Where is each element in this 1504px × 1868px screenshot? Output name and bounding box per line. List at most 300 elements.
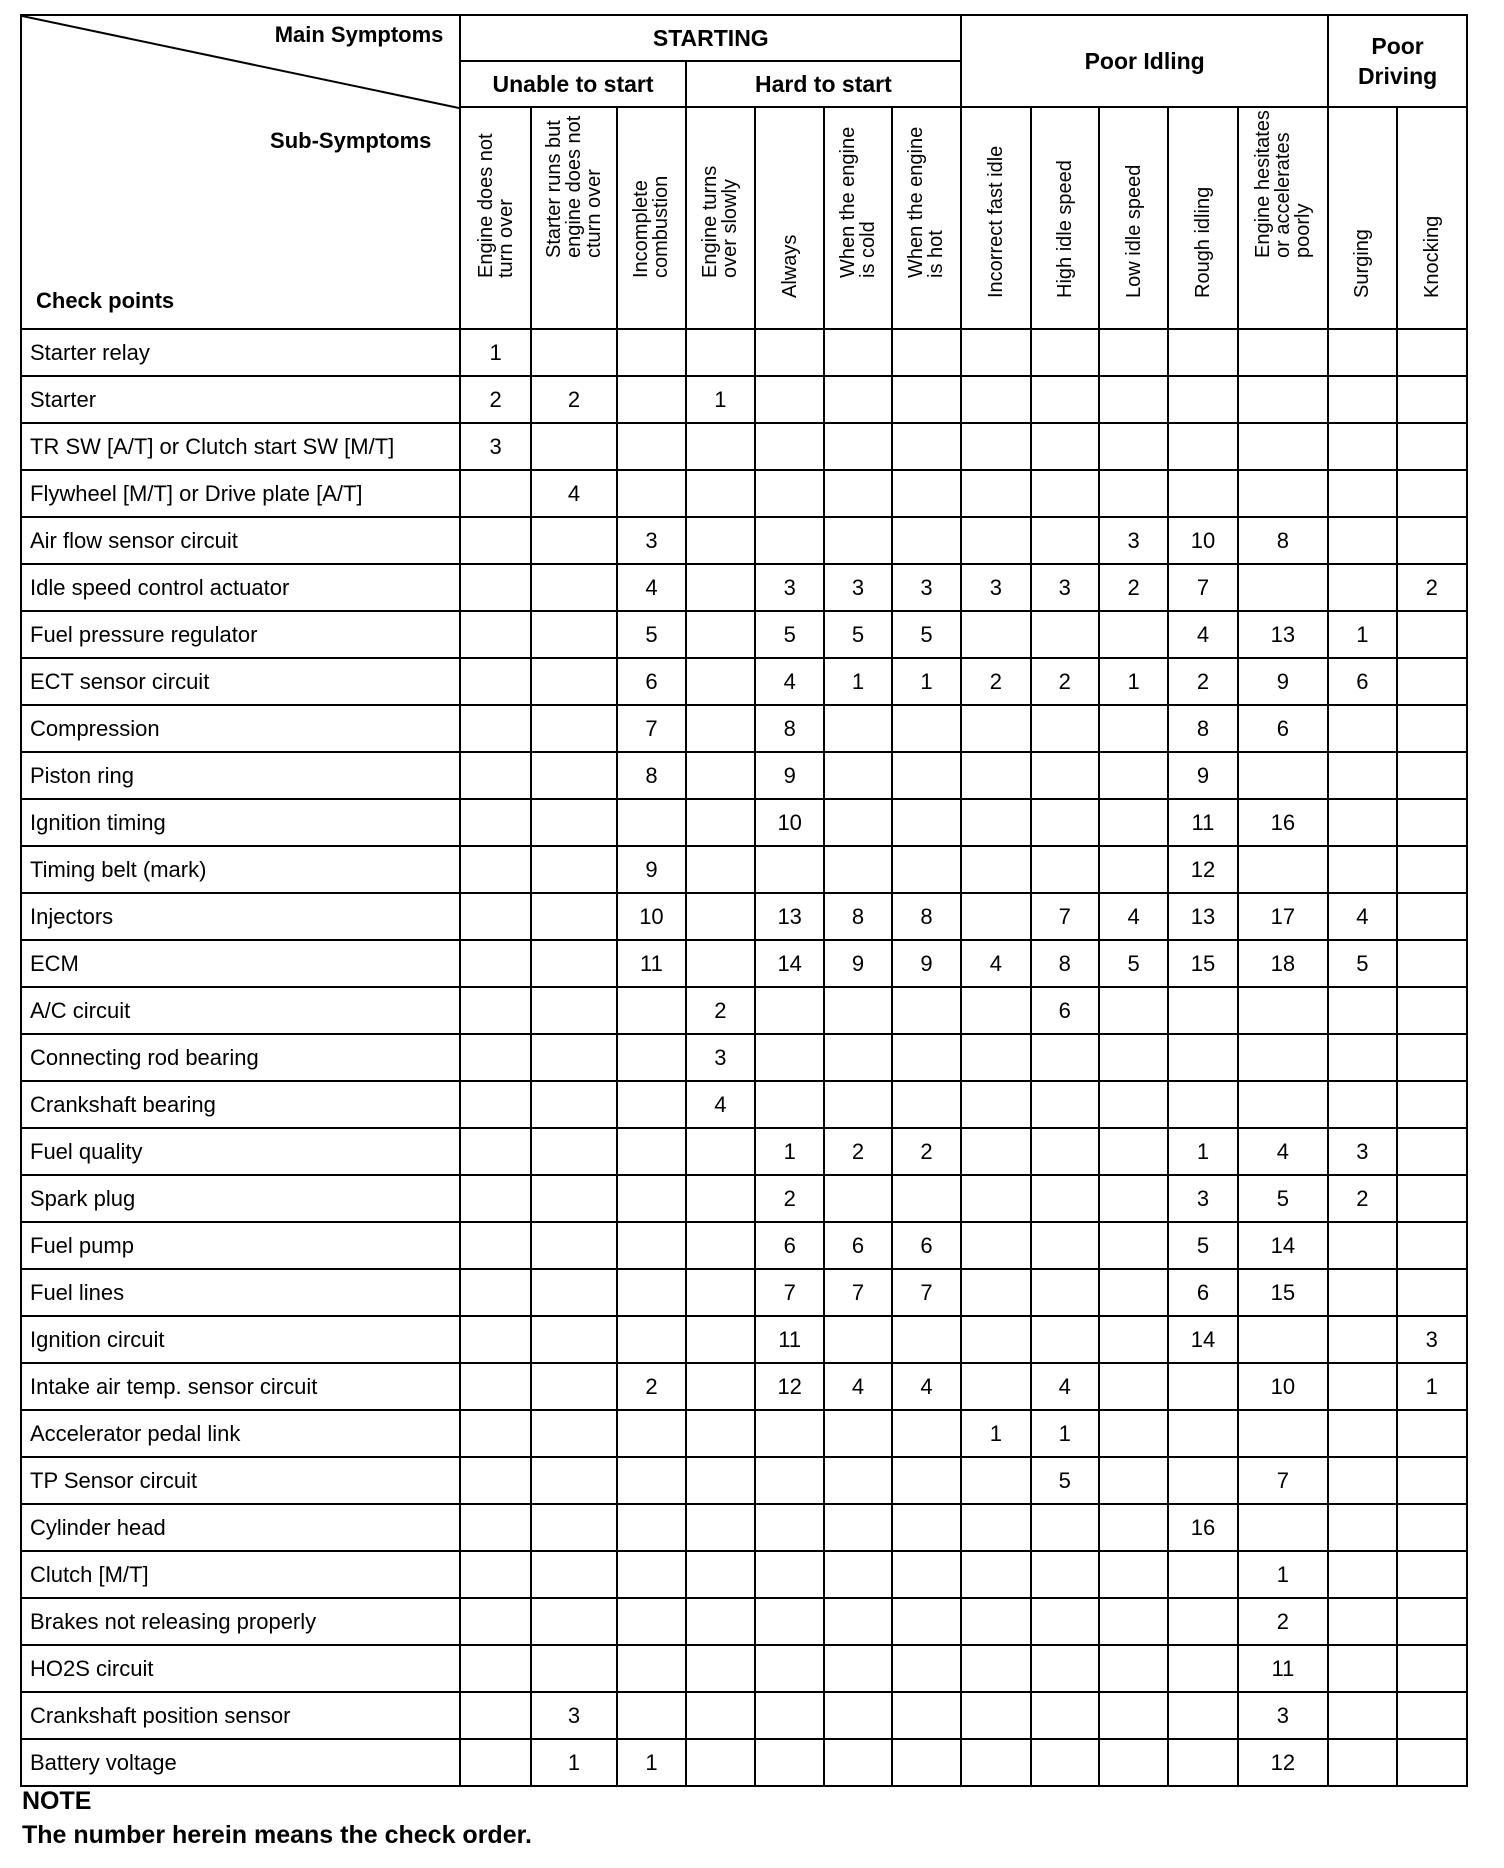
check-order-cell: 7 [1238, 1457, 1328, 1504]
check-order-cell: 4 [1238, 1128, 1328, 1175]
check-order-cell [1328, 752, 1396, 799]
check-order-cell [1168, 1645, 1237, 1692]
table-row [21, 1034, 1467, 1081]
check-point-label: Fuel lines [21, 1269, 460, 1316]
table-row [21, 1175, 1467, 1222]
check-order-cell [531, 329, 617, 376]
check-order-cell [686, 1269, 755, 1316]
check-order-cell [1238, 987, 1328, 1034]
check-order-cell [1099, 987, 1168, 1034]
check-order-cell: 11 [755, 1316, 824, 1363]
check-order-cell [1328, 376, 1396, 423]
check-order-cell [460, 1222, 530, 1269]
table-row [21, 893, 1467, 940]
check-order-cell [1238, 329, 1328, 376]
table-row [21, 1645, 1467, 1692]
check-order-cell [1328, 1269, 1396, 1316]
column-header-line: Knocking [1420, 215, 1443, 298]
check-order-cell [1031, 799, 1099, 846]
column-header-text [986, 146, 1006, 298]
check-order-cell [531, 1034, 617, 1081]
column-header-line: turn over [494, 199, 517, 278]
check-order-cell [892, 1645, 961, 1692]
check-order-cell [1328, 846, 1396, 893]
check-order-cell [686, 517, 755, 564]
check-order-cell [755, 1081, 824, 1128]
check-order-cell: 4 [1168, 611, 1237, 658]
check-order-cell [531, 987, 617, 1034]
check-order-cell [1099, 846, 1168, 893]
check-order-cell: 3 [1238, 1692, 1328, 1739]
check-order-cell [824, 1034, 891, 1081]
check-order-cell [531, 1269, 617, 1316]
check-order-cell: 6 [892, 1222, 961, 1269]
check-order-cell [686, 1128, 755, 1175]
check-order-cell [531, 940, 617, 987]
check-order-cell [1397, 1081, 1467, 1128]
check-order-cell [531, 846, 617, 893]
check-order-cell [1099, 705, 1168, 752]
check-order-cell: 2 [1328, 1175, 1396, 1222]
check-order-cell [1099, 1410, 1168, 1457]
check-order-cell [1397, 1645, 1467, 1692]
check-order-cell [892, 1739, 961, 1786]
check-order-cell [1238, 1410, 1328, 1457]
table-row [21, 329, 1467, 376]
check-order-cell: 1 [1328, 611, 1396, 658]
check-order-cell [617, 1175, 685, 1222]
column-header-text [1422, 216, 1442, 298]
check-order-cell [617, 470, 685, 517]
check-point-label: Flywheel [M/T] or Drive plate [A/T] [21, 470, 460, 517]
check-order-cell [1397, 1269, 1467, 1316]
check-order-cell: 16 [1238, 799, 1328, 846]
table-row [21, 1739, 1467, 1786]
check-order-cell [460, 564, 530, 611]
check-point-label: A/C circuit [21, 987, 460, 1034]
main-symptoms-label: Main Symptoms [274, 22, 444, 47]
check-order-cell [755, 1598, 824, 1645]
check-order-cell [460, 517, 530, 564]
check-order-cell [460, 893, 530, 940]
check-order-cell: 8 [824, 893, 891, 940]
check-order-cell [1031, 517, 1099, 564]
check-order-cell [1031, 1269, 1099, 1316]
column-header-line: Always [778, 234, 801, 298]
check-order-cell [755, 1504, 824, 1551]
check-order-cell [531, 1504, 617, 1551]
check-order-cell [1168, 1598, 1237, 1645]
check-order-cell: 1 [531, 1739, 617, 1786]
check-order-cell: 6 [1238, 705, 1328, 752]
check-order-cell [1328, 1081, 1396, 1128]
check-order-cell: 3 [460, 423, 530, 470]
table-row [21, 470, 1467, 517]
check-order-cell: 8 [1168, 705, 1237, 752]
check-order-cell [531, 799, 617, 846]
check-order-cell: 2 [1168, 658, 1237, 705]
check-order-cell: 1 [892, 658, 961, 705]
check-order-cell [1168, 470, 1237, 517]
check-order-cell [961, 1175, 1030, 1222]
column-header [1099, 107, 1168, 329]
check-order-cell: 2 [961, 658, 1030, 705]
column-header-line: Rough idling [1191, 186, 1214, 298]
check-order-cell [1031, 1739, 1099, 1786]
check-order-cell [1397, 1598, 1467, 1645]
column-header-line: Low idle speed [1122, 164, 1145, 298]
check-order-cell [824, 987, 891, 1034]
table-row [21, 1363, 1467, 1410]
check-order-cell [1099, 1739, 1168, 1786]
check-order-cell [1397, 940, 1467, 987]
check-order-cell: 3 [1328, 1128, 1396, 1175]
check-order-cell [755, 329, 824, 376]
check-order-cell [824, 1081, 891, 1128]
check-order-cell: 4 [686, 1081, 755, 1128]
check-order-cell [1328, 564, 1396, 611]
check-order-cell [1328, 329, 1396, 376]
check-order-cell [460, 470, 530, 517]
check-order-cell [1328, 470, 1396, 517]
check-order-cell [686, 1739, 755, 1786]
check-order-cell [1328, 423, 1396, 470]
check-order-cell [755, 1457, 824, 1504]
check-order-cell [460, 1645, 530, 1692]
check-order-cell [1238, 564, 1328, 611]
check-point-label: TR SW [A/T] or Clutch start SW [M/T] [21, 423, 460, 470]
check-order-cell [1397, 846, 1467, 893]
column-header [1397, 107, 1467, 329]
check-order-cell [824, 1692, 891, 1739]
check-order-cell: 4 [824, 1363, 891, 1410]
check-order-cell [617, 1692, 685, 1739]
check-order-cell [617, 987, 685, 1034]
check-order-cell: 5 [755, 611, 824, 658]
check-order-cell [961, 1645, 1030, 1692]
check-order-cell: 5 [617, 611, 685, 658]
check-order-cell [824, 423, 891, 470]
check-order-cell [617, 376, 685, 423]
check-point-label: Ignition timing [21, 799, 460, 846]
check-order-cell [686, 893, 755, 940]
check-points-label: Check points [36, 288, 175, 313]
check-point-label: Air flow sensor circuit [21, 517, 460, 564]
check-order-cell: 8 [1238, 517, 1328, 564]
check-order-cell: 16 [1168, 1504, 1237, 1551]
check-order-cell [1328, 1457, 1396, 1504]
check-order-cell: 7 [824, 1269, 891, 1316]
check-order-cell: 1 [1031, 1410, 1099, 1457]
column-header-line: When the engine [905, 126, 928, 278]
check-point-label: Starter relay [21, 329, 460, 376]
check-order-cell [1099, 1598, 1168, 1645]
check-order-cell [617, 1457, 685, 1504]
check-order-cell [1397, 893, 1467, 940]
check-point-label: Cylinder head [21, 1504, 460, 1551]
check-order-cell [1031, 705, 1099, 752]
column-header-text [700, 166, 740, 278]
check-order-cell: 1 [686, 376, 755, 423]
check-order-cell [1031, 1316, 1099, 1363]
check-order-cell [1238, 1316, 1328, 1363]
check-order-cell [755, 1645, 824, 1692]
column-header-text [838, 127, 878, 278]
table-row [21, 1269, 1467, 1316]
table-body [21, 329, 1467, 1786]
check-order-cell: 11 [1168, 799, 1237, 846]
check-order-cell [755, 1034, 824, 1081]
column-header [531, 107, 617, 329]
check-order-cell [686, 799, 755, 846]
check-order-cell [1328, 1598, 1396, 1645]
check-order-cell [1031, 611, 1099, 658]
column-header-text [906, 127, 946, 278]
check-order-cell [460, 1457, 530, 1504]
check-order-cell [460, 705, 530, 752]
note-text: The number herein means the check order. [22, 1821, 532, 1849]
check-order-cell [531, 1457, 617, 1504]
column-header [824, 107, 891, 329]
check-point-label: Fuel pump [21, 1222, 460, 1269]
check-order-cell [617, 1034, 685, 1081]
table-row [21, 799, 1467, 846]
check-order-cell [1328, 1551, 1396, 1598]
column-header [1031, 107, 1099, 329]
column-header-line: Starter runs but [543, 120, 566, 258]
check-order-cell [460, 846, 530, 893]
check-point-label: Brakes not releasing properly [21, 1598, 460, 1645]
check-order-cell [1031, 752, 1099, 799]
check-order-cell [1099, 799, 1168, 846]
check-order-cell [531, 1081, 617, 1128]
check-order-cell [460, 1363, 530, 1410]
check-order-cell: 2 [531, 376, 617, 423]
check-order-cell [1031, 376, 1099, 423]
column-header-text [544, 116, 604, 258]
check-order-cell [686, 564, 755, 611]
check-order-cell [1099, 1081, 1168, 1128]
check-order-cell [1397, 1692, 1467, 1739]
check-order-cell [531, 611, 617, 658]
column-header [686, 107, 755, 329]
table-row [21, 940, 1467, 987]
check-order-cell: 8 [892, 893, 961, 940]
check-point-label: Compression [21, 705, 460, 752]
check-order-cell [1168, 1034, 1237, 1081]
poor-driving-label: Poor Driving [1357, 33, 1438, 89]
check-order-cell: 9 [1168, 752, 1237, 799]
check-order-cell [1328, 1410, 1396, 1457]
group-starting: STARTING [460, 15, 961, 61]
column-header [617, 107, 685, 329]
check-order-cell: 4 [892, 1363, 961, 1410]
check-order-cell [892, 1457, 961, 1504]
check-order-cell [1397, 470, 1467, 517]
check-point-label: Timing belt (mark) [21, 846, 460, 893]
check-order-cell: 3 [1031, 564, 1099, 611]
check-order-cell [1397, 752, 1467, 799]
check-order-cell [961, 376, 1030, 423]
table-row [21, 1457, 1467, 1504]
check-order-cell [686, 611, 755, 658]
check-order-cell: 2 [892, 1128, 961, 1175]
check-order-cell [824, 705, 891, 752]
check-order-cell: 1 [824, 658, 891, 705]
check-order-cell: 6 [1168, 1269, 1237, 1316]
check-order-cell [686, 1645, 755, 1692]
check-order-cell: 15 [1168, 940, 1237, 987]
check-order-cell [892, 705, 961, 752]
check-order-cell: 10 [617, 893, 685, 940]
check-order-cell: 3 [1397, 1316, 1467, 1363]
check-order-cell [531, 705, 617, 752]
check-order-cell [1099, 423, 1168, 470]
check-order-cell [961, 329, 1030, 376]
table-row [21, 1316, 1467, 1363]
check-order-cell [617, 1551, 685, 1598]
check-order-cell [892, 1410, 961, 1457]
table-row [21, 517, 1467, 564]
column-header-text [1253, 110, 1313, 258]
check-order-cell [460, 1739, 530, 1786]
check-order-cell [824, 846, 891, 893]
check-order-cell [961, 1692, 1030, 1739]
check-order-cell [531, 1316, 617, 1363]
check-order-cell [686, 1316, 755, 1363]
check-order-cell [460, 658, 530, 705]
check-order-cell [1099, 1222, 1168, 1269]
check-order-cell: 9 [617, 846, 685, 893]
check-order-cell [755, 987, 824, 1034]
check-order-cell [961, 1034, 1030, 1081]
column-header-line: or accelerates [1271, 132, 1294, 258]
check-order-cell [961, 470, 1030, 517]
check-order-cell [460, 940, 530, 987]
check-order-cell [892, 423, 961, 470]
table-row [21, 1692, 1467, 1739]
table-row [21, 1081, 1467, 1128]
check-order-cell [617, 1504, 685, 1551]
check-order-cell [1238, 470, 1328, 517]
check-order-cell [686, 705, 755, 752]
check-order-cell [1168, 423, 1237, 470]
check-order-cell [1328, 1692, 1396, 1739]
column-header [755, 107, 824, 329]
check-order-cell [1099, 329, 1168, 376]
column-header-line: is hot [925, 230, 948, 278]
check-order-cell: 9 [824, 940, 891, 987]
check-point-label: Idle speed control actuator [21, 564, 460, 611]
check-order-cell: 6 [824, 1222, 891, 1269]
check-order-cell [1099, 376, 1168, 423]
check-order-cell: 9 [755, 752, 824, 799]
check-order-cell [1099, 1128, 1168, 1175]
check-order-cell [1328, 1645, 1396, 1692]
check-order-cell: 4 [531, 470, 617, 517]
check-order-cell [1328, 705, 1396, 752]
check-order-cell [1099, 1363, 1168, 1410]
note-block [22, 1784, 532, 1852]
check-order-cell [961, 517, 1030, 564]
check-order-cell [961, 1739, 1030, 1786]
check-order-cell [1168, 1551, 1237, 1598]
check-order-cell [460, 1410, 530, 1457]
column-header [892, 107, 961, 329]
column-header-text [1124, 165, 1144, 298]
check-order-cell: 7 [755, 1269, 824, 1316]
check-order-cell [617, 1645, 685, 1692]
check-order-cell [892, 1692, 961, 1739]
check-order-cell [617, 799, 685, 846]
check-order-cell [531, 752, 617, 799]
column-header-line: cturn over [583, 169, 606, 258]
check-order-cell [531, 1222, 617, 1269]
table-row [21, 376, 1467, 423]
check-order-cell [1099, 1269, 1168, 1316]
check-order-cell [686, 329, 755, 376]
check-order-cell [686, 1457, 755, 1504]
check-order-cell [755, 1739, 824, 1786]
check-order-cell [1099, 470, 1168, 517]
check-order-cell: 4 [755, 658, 824, 705]
check-order-cell [755, 1692, 824, 1739]
check-order-cell [686, 1363, 755, 1410]
check-order-cell [1397, 705, 1467, 752]
column-header-text [1352, 229, 1372, 298]
check-order-cell [617, 1222, 685, 1269]
check-order-cell [531, 1645, 617, 1692]
check-order-cell: 2 [1397, 564, 1467, 611]
check-order-cell [617, 1410, 685, 1457]
check-order-cell [460, 1034, 530, 1081]
check-point-label: TP Sensor circuit [21, 1457, 460, 1504]
check-order-cell [686, 1175, 755, 1222]
check-order-cell [892, 1551, 961, 1598]
check-order-cell: 6 [1328, 658, 1396, 705]
column-header-line: combustion [650, 175, 673, 278]
check-order-cell [460, 1269, 530, 1316]
check-order-cell: 3 [892, 564, 961, 611]
check-order-cell: 2 [617, 1363, 685, 1410]
check-order-cell: 3 [1099, 517, 1168, 564]
check-order-cell: 2 [460, 376, 530, 423]
check-order-cell [1099, 1175, 1168, 1222]
check-order-cell [1031, 1034, 1099, 1081]
note-title: NOTE [22, 1787, 92, 1815]
check-order-cell: 11 [1238, 1645, 1328, 1692]
check-order-cell [617, 1598, 685, 1645]
check-order-cell [460, 752, 530, 799]
table-row [21, 564, 1467, 611]
check-order-cell [961, 987, 1030, 1034]
check-order-cell [892, 329, 961, 376]
check-order-cell: 10 [1168, 517, 1237, 564]
check-order-cell [686, 423, 755, 470]
check-order-cell [1031, 1222, 1099, 1269]
check-order-cell [961, 893, 1030, 940]
check-order-cell [1099, 1692, 1168, 1739]
check-order-cell [824, 1645, 891, 1692]
column-header-line: engine does not [563, 115, 586, 258]
check-order-cell [1397, 799, 1467, 846]
check-order-cell [460, 987, 530, 1034]
check-order-cell [617, 423, 685, 470]
check-order-cell: 7 [617, 705, 685, 752]
column-header [460, 107, 530, 329]
check-order-cell [686, 658, 755, 705]
check-order-cell [531, 423, 617, 470]
